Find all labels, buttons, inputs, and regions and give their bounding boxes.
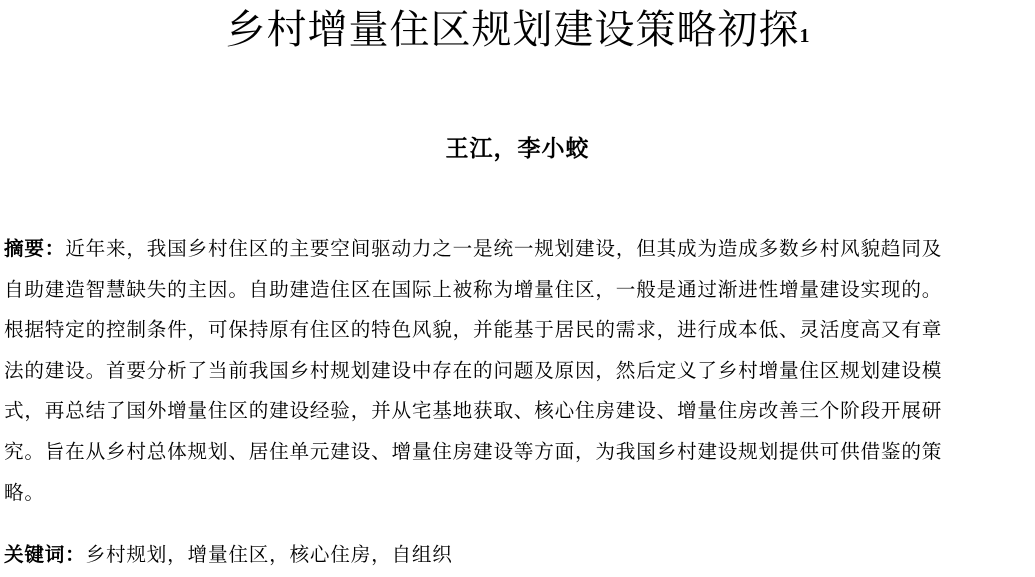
keywords-text: 乡村规划，增量住区，核心住房，自组织 [85, 543, 453, 566]
abstract-line-4: 法的建设。首要分析了当前我国乡村规划建设中存在的问题及原因，然后定义了乡村增量住区规划建设模 [4, 358, 943, 382]
abstract-line-5: 式，再总结了国外增量住区的建设经验，并从宅基地获取、核心住房建设、增量住房改善三个阶段开展研 [4, 399, 943, 423]
abstract-line-7: 略。 [4, 480, 45, 504]
keywords-label: 关键词： [4, 543, 86, 566]
paper-authors: 王江，李小蛟 [445, 135, 590, 162]
title-footnote-mark[interactable]: 1 [799, 25, 810, 47]
abstract-section [4, 229, 1034, 513]
abstract-label: 摘要： [4, 237, 66, 260]
abstract-text: 近年来，我国乡村住区的主要空间驱动力之一是统一规划建设，但其成为造成多数乡村风貌趋同及 [65, 237, 943, 260]
abstract-line-2: 自助建造智慧缺失的主因。自助建造住区在国际上被称为增量住区，一般是通过渐进性增量建设实现的。 [4, 277, 943, 301]
paper-title-text: 乡村增量住区规划建设策略初探 [225, 7, 800, 53]
keywords-section [4, 535, 1034, 575]
abstract-line-1 [4, 229, 1034, 270]
paper-title [0, 4, 1035, 56]
abstract-line-6: 究。旨在从乡村总体规划、居住单元建设、增量住房建设等方面，为我国乡村建设规划提供可供借鉴的策 [4, 439, 943, 463]
abstract-line-3: 根据特定的控制条件，可保持原有住区的特色风貌，并能基于居民的需求，进行成本低、灵活度高又有章 [4, 318, 943, 342]
